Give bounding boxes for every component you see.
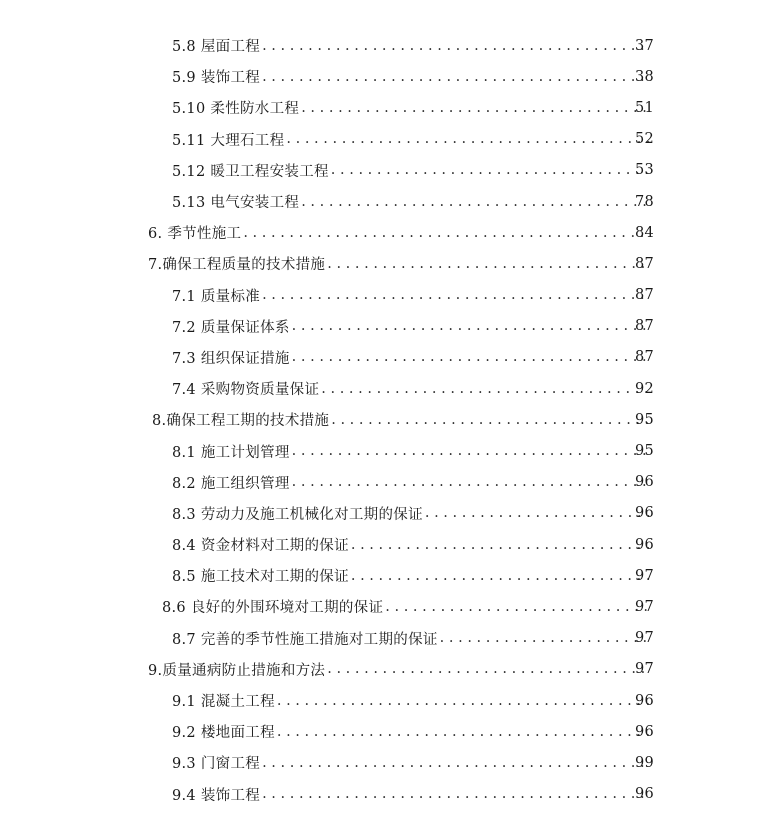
dot-leader	[292, 349, 650, 365]
toc-entry-page: 87	[634, 287, 654, 304]
toc-entry-title: 8.2 施工组织管理	[172, 475, 290, 492]
toc-entry[interactable]	[0, 654, 780, 685]
dot-leader	[351, 568, 650, 584]
toc-entry[interactable]	[0, 560, 780, 591]
toc-entry-title: 7.2 质量保证体系	[172, 319, 290, 336]
toc-entry[interactable]	[0, 124, 780, 155]
toc-entry-page: 97	[634, 598, 654, 615]
dot-leader	[286, 131, 650, 147]
toc-entry-title: 5.11 大理石工程	[172, 132, 285, 149]
dot-leader	[301, 100, 650, 116]
toc-entry-title: 8.3 劳动力及施工机械化对工期的保证	[172, 506, 423, 523]
toc-entry-page: 96	[634, 474, 654, 491]
table-of-contents	[0, 30, 780, 810]
toc-entry-page: 96	[634, 786, 654, 803]
dot-leader	[327, 661, 650, 677]
dot-leader	[262, 287, 650, 303]
toc-entry-page: 84	[634, 224, 654, 241]
dot-leader	[292, 318, 650, 334]
toc-entry-title: 9.2 楼地面工程	[172, 725, 275, 742]
toc-entry[interactable]	[0, 591, 780, 622]
toc-entry[interactable]	[0, 30, 780, 61]
toc-entry-title: 8.4 资金材料对工期的保证	[172, 538, 349, 555]
toc-entry-title: 9.3 门窗工程	[172, 756, 261, 773]
dot-leader	[425, 505, 650, 521]
toc-entry[interactable]	[0, 779, 780, 810]
toc-entry[interactable]	[0, 280, 780, 311]
dot-leader	[277, 693, 650, 709]
toc-entry-page: 96	[634, 723, 654, 740]
toc-entry[interactable]	[0, 342, 780, 373]
toc-entry-title: 7.确保工程质量的技术措施	[148, 257, 326, 274]
toc-entry[interactable]	[0, 685, 780, 716]
dot-leader	[262, 38, 650, 54]
toc-entry-title: 7.4 采购物资质量保证	[172, 382, 320, 399]
toc-entry-title: 5.10 柔性防水工程	[172, 101, 300, 118]
toc-entry-title: 8.5 施工技术对工期的保证	[172, 569, 349, 586]
toc-entry-title: 5.8 屋面工程	[172, 39, 261, 56]
toc-entry-title: 8.1 施工计划管理	[172, 444, 290, 461]
toc-entry[interactable]	[0, 435, 780, 466]
toc-entry[interactable]	[0, 186, 780, 217]
toc-entry-page: 97	[634, 661, 654, 678]
toc-entry[interactable]	[0, 747, 780, 778]
toc-entry-page: 52	[634, 131, 654, 148]
toc-entry-page: 95	[634, 411, 654, 428]
toc-entry-page: 37	[634, 37, 654, 54]
toc-entry-title: 7.1 质量标准	[172, 288, 261, 305]
dot-leader	[292, 443, 650, 459]
toc-entry-title: 9.质量通病防止措施和方法	[148, 662, 326, 679]
toc-entry[interactable]	[0, 311, 780, 342]
toc-entry-page: 87	[634, 318, 654, 335]
toc-entry[interactable]	[0, 529, 780, 560]
toc-entry-page: 53	[634, 162, 654, 179]
toc-entry-title: 5.12 暖卫工程安装工程	[172, 163, 329, 180]
toc-entry-title: 5.9 装饰工程	[172, 70, 261, 87]
dot-leader	[331, 162, 650, 178]
toc-entry-page: 99	[634, 754, 654, 771]
toc-entry-title: 5.13 电气安装工程	[172, 195, 300, 212]
toc-entry-page: 38	[634, 68, 654, 85]
toc-entry[interactable]	[0, 373, 780, 404]
dot-leader	[277, 724, 650, 740]
toc-entry[interactable]	[0, 623, 780, 654]
toc-entry-page: 51	[634, 99, 654, 116]
toc-entry-title: 9.4 装饰工程	[172, 787, 261, 804]
toc-entry[interactable]	[0, 248, 780, 279]
toc-entry-page: 78	[634, 193, 654, 210]
toc-entry-page: 87	[634, 255, 654, 272]
toc-entry[interactable]	[0, 217, 780, 248]
toc-entry[interactable]	[0, 404, 780, 435]
dot-leader	[331, 412, 650, 428]
toc-entry[interactable]	[0, 92, 780, 123]
dot-leader	[301, 194, 650, 210]
toc-entry[interactable]	[0, 61, 780, 92]
dot-leader	[321, 381, 650, 397]
toc-entry-title: 6. 季节性施工	[148, 226, 242, 243]
dot-leader	[262, 786, 650, 802]
dot-leader	[292, 474, 650, 490]
toc-entry-page: 96	[634, 536, 654, 553]
toc-entry-page: 96	[634, 505, 654, 522]
toc-entry-page: 92	[634, 380, 654, 397]
toc-entry-title: 8.7 完善的季节性施工措施对工期的保证	[172, 631, 438, 648]
dot-leader	[327, 256, 650, 272]
toc-entry-title: 7.3 组织保证措施	[172, 350, 290, 367]
toc-entry-page: 95	[634, 443, 654, 460]
toc-entry-page: 97	[634, 630, 654, 647]
toc-entry[interactable]	[0, 155, 780, 186]
toc-entry-title: 9.1 混凝土工程	[172, 694, 275, 711]
dot-leader	[385, 599, 650, 615]
toc-entry[interactable]	[0, 716, 780, 747]
toc-entry[interactable]	[0, 498, 780, 529]
dot-leader	[262, 755, 650, 771]
toc-entry-title: 8.确保工程工期的技术措施	[152, 413, 330, 430]
dot-leader	[351, 537, 650, 553]
toc-entry[interactable]	[0, 467, 780, 498]
toc-entry-page: 97	[634, 567, 654, 584]
toc-entry-title: 8.6 良好的外围环境对工期的保证	[162, 600, 384, 617]
dot-leader	[262, 69, 650, 85]
toc-entry-page: 96	[634, 692, 654, 709]
toc-entry-page: 87	[634, 349, 654, 366]
dot-leader	[243, 225, 650, 241]
dot-leader	[440, 630, 650, 646]
